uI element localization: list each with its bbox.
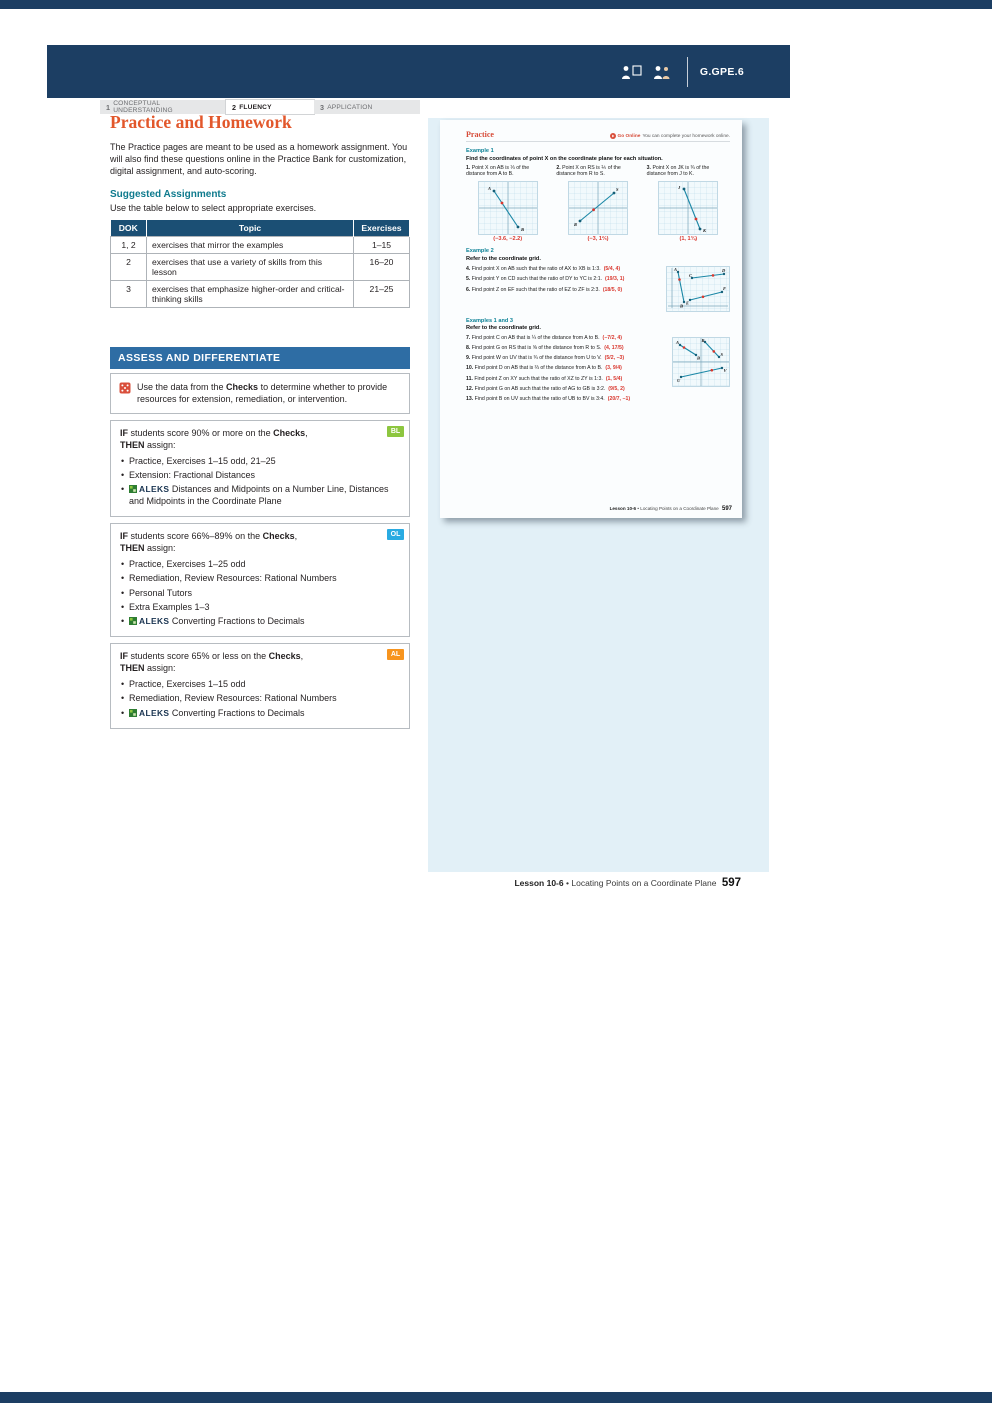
problem-number: 8. [466,344,471,351]
list-item-aleks [120,484,400,508]
student-page-header [466,130,730,139]
problem-number: 13. [466,396,474,403]
problem-text [647,165,730,179]
list-item: • Remediation, Review Resources: Rational Numbers [120,573,400,585]
answer-text: (1, 5/4) [605,375,623,382]
example-1-label: Example 1 [466,148,494,154]
answer-text: (18/5, 0) [602,286,623,293]
student-group-icon [651,64,673,80]
if-line [120,428,400,440]
checks-bold: Checks [273,427,306,438]
then-line [120,440,400,452]
answer-point [713,350,716,353]
dok-cell: 3 [111,281,147,308]
tab-application[interactable] [314,100,421,114]
aleks-brand: ALEKS [139,484,170,495]
footer-title: Locating Points on a Coordinate Plane [571,878,717,888]
note-bold: Checks [226,382,259,392]
problem-number: 10. [466,365,474,372]
problem-body: Find point G on RS that is ⅝ of the distance from R to S. [471,344,602,351]
coordinate-graph-2 [568,181,628,235]
lesson-header-band [47,45,790,98]
dice-icon [119,382,131,394]
point-label: V [723,367,727,373]
problem-6 [466,287,658,294]
problem-body: Point X on AB is ⅓ of the distance from A to B. [466,164,530,178]
point-label: E [686,300,690,306]
point-label: S [720,351,724,357]
col-header-dok: DOK [111,220,147,237]
problem-number: 2. [556,164,561,171]
example-1-direction: Find the coordinates of point X on the coordinate plane for each situation. [466,155,663,162]
problem-number: 9. [466,355,471,362]
point-label: S [615,187,619,193]
aleks-topic: Converting Fractions to Decimals [171,616,305,627]
answer-text: (−3.6, −2.2) [493,236,523,243]
header-rule [466,141,730,142]
table-row [111,281,410,308]
aleks-logo-icon [129,617,137,625]
practice-title: Practice [466,130,494,139]
exercises-cell: 21–25 [354,281,410,308]
level-badge-al: AL [387,649,404,660]
aleks-topic: Converting Fractions to Decimals [171,707,305,718]
level-badge-bl: BL [387,426,404,437]
example-2-direction: Refer to the coordinate grid. [466,255,541,262]
if-line [120,651,400,663]
if-label: IF [120,651,128,662]
answer-text: (9/5, 2) [608,385,625,392]
then-text: assign: [144,542,176,553]
answer-point [711,369,714,372]
intro-paragraph: The Practice pages are meant to be used as a homework assignment. You will also find these questions online in the Practice Bank for customization, digital assignment, and auto-scoring. [110,142,408,177]
then-label: THEN [120,663,145,674]
if-text: , [294,531,298,542]
if-text: students score 66%–89% on the [128,531,263,542]
answer-point [592,209,595,212]
go-online-note [610,133,730,139]
answer-text: (−3, 1⅔) [587,236,609,243]
table-intro-text: Use the table below to select appropriate exercises. [110,203,317,213]
aleks-topic: Distances and Midpoints on a Number Line, Distances and Midpoints in the Coordinate Plane [129,484,389,507]
problem-4 [466,266,658,273]
then-label: THEN [120,542,145,553]
table-row [111,237,410,254]
col-header-exercises: Exercises [354,220,410,237]
list-item: • Personal Tutors [120,588,400,600]
if-text: students score 65% or less on the [128,651,269,662]
aleks-logo-icon [129,485,137,493]
list-item-aleks [120,616,400,628]
tab-label: APPLICATION [327,103,373,111]
page-title: Practice and Homework [110,112,292,132]
student-page-footer [610,506,732,512]
if-text: students score 90% or more on the [128,427,274,438]
assignment-list [120,679,400,720]
page-bleed-bottom [0,1392,992,1403]
problem-number: 7. [466,334,471,341]
if-label: IF [120,427,128,438]
problem-number: 11. [466,375,473,382]
aleks-brand: ALEKS [139,616,170,627]
examples-1-and-3-problems [466,335,730,403]
answer-text: (4, 17/5) [604,344,624,351]
tier-on-level [110,523,410,637]
coordinate-graph-1 [478,181,538,235]
problem-1 [466,165,549,243]
table-header-row [111,220,410,237]
example-2-coordinate-grid [666,266,730,312]
coordinate-graph-3 [658,181,718,235]
tab-number: 2 [232,102,237,112]
problem-3 [647,165,730,243]
examples-1-and-3-label: Examples 1 and 3 [466,317,513,324]
point-label: U [677,377,681,383]
go-online-icon [610,133,616,139]
suggested-assignments-heading: Suggested Assignments [110,189,227,200]
teacher-presentation-icon [621,64,643,80]
problem-text [466,165,549,179]
problem-body: Find point Z on EF such that the ratio of EZ to ZF is 2:3. [471,286,600,293]
problem-body: Find point W on UV that is ¾ of the distance from U to V. [471,355,602,362]
problem-5 [466,276,658,283]
note-text: to determine whether to provide resources for extension, remediation, or intervention. [137,382,388,405]
if-text: , [300,651,304,662]
example-1-problems [466,165,730,243]
list-item: • Practice, Exercises 1–15 odd [120,679,400,691]
then-text: assign: [144,439,176,450]
dok-cell: 1, 2 [111,237,147,254]
point-label: D [722,267,726,273]
if-line [120,531,400,543]
tier-beyond-level [110,420,410,517]
go-online-text: You can complete your homework online. [642,133,730,139]
page-bleed-top [0,0,992,9]
point-label: B [680,303,684,309]
topic-cell: exercises that emphasize higher-order and critical-thinking skills [147,281,354,308]
aleks-brand: ALEKS [139,707,170,718]
tier-approaching-level [110,643,410,728]
problem-body: Point X on RS is ⅖ of the distance from R to S. [556,164,621,178]
standard-code: G.GPE.6 [699,65,744,78]
footer-page-number: 597 [721,506,732,512]
problem-body: Find point X on AB such that the ratio of AX to XB is 1:3. [471,266,601,273]
point-label: A [676,339,680,345]
checks-bold: Checks [262,531,295,542]
answer-point [683,346,686,349]
point-label: J [678,185,681,191]
point-label: K [703,228,707,234]
problem-body: Find point Z on XY such that the ratio of XZ to ZY is 1:3. [474,375,603,382]
footer-separator: • [566,878,569,888]
problem-13 [466,396,730,403]
examples-1-and-3-coordinate-grid [672,337,730,387]
examples-1-and-3-direction: Refer to the coordinate grid. [466,325,541,332]
tab-label: FLUENCY [239,103,272,111]
student-page-panel [428,118,769,872]
tab-number: 3 [320,102,325,112]
assess-banner: ASSESS AND DIFFERENTIATE [110,347,410,369]
answer-text: (5/2, −3) [604,355,625,362]
problem-text [556,165,639,179]
assignment-list [120,559,400,628]
then-line [120,543,400,555]
answer-text: (19/3, 1) [605,276,625,283]
topic-cell: exercises that mirror the examples [147,237,354,254]
footer-lesson: Lesson 10-6 [514,878,564,888]
answer-text: (3, 9/4) [605,365,622,372]
assignment-list [120,456,400,509]
point-label: R [701,337,705,343]
student-practice-page [440,120,742,518]
exercises-cell: 16–20 [354,254,410,281]
problem-body: Find point B on UV such that the ratio of UB to BV is 3:4. [474,396,605,403]
level-badge-ol: OL [387,529,404,540]
problem-2 [556,165,639,243]
page-footer [440,877,741,889]
example-2-label: Example 2 [466,248,494,255]
problem-number: 3. [646,164,651,171]
aleks-logo-icon [129,709,137,717]
table-row [111,254,410,281]
if-text: , [305,427,308,438]
footer-separator: • [637,506,640,511]
list-item: • Extra Examples 1–3 [120,602,400,614]
header-divider [687,57,688,87]
assess-and-differentiate-section [110,347,410,729]
then-label: THEN [120,439,145,450]
checks-note-box [110,373,410,414]
answer-point [712,274,715,277]
problem-number: 6. [466,286,471,293]
example-2-problems [466,263,730,312]
tab-label: CONCEPTUAL UNDERSTANDING [113,100,173,114]
exercises-cell: 1–15 [354,237,410,254]
problem-number: 1. [466,164,471,171]
answer-point [702,295,705,298]
problem-body: Find point C on AB that is ¼ of the distance from A to B. [471,334,600,341]
point-label: B [520,227,524,233]
then-text: assign: [144,663,176,674]
topic-cell: exercises that use a variety of skills from this lesson [147,254,354,281]
problem-number: 12. [466,385,474,392]
note-text: Use the data from the [137,382,227,392]
answer-point [500,202,503,205]
point-label: F [723,285,727,291]
problem-body: Find point D on AB that is ⅔ of the distance from A to B. [474,365,603,372]
then-line [120,663,400,675]
tab-number: 1 [106,102,111,112]
if-label: IF [120,531,128,542]
checks-bold: Checks [268,651,301,662]
list-item: • Practice, Exercises 1–25 odd [120,559,400,571]
answer-text: (5/4, 4) [603,266,621,273]
problem-body: Find point G on AB such that the ratio of AG to GB is 3:2. [474,385,606,392]
point-label: B [697,355,701,361]
problem-number: 5. [466,276,471,283]
footer-page-number: 597 [721,877,741,889]
point-label: A [487,186,491,192]
footer-lesson: Lesson 10-6 [609,506,637,511]
problem-12 [466,386,730,393]
list-item: • Practice, Exercises 1–15 odd, 21–25 [120,456,400,468]
answer-text: (1, 1¾) [679,236,698,243]
checks-note [137,381,401,406]
point-label: A [674,266,678,272]
answer-text: (−7/2, 4) [602,334,622,341]
answer-text: (20/7, −1) [607,396,631,403]
list-item: • Extension: Fractional Distances [120,470,400,482]
col-header-topic: Topic [147,220,354,237]
dok-cell: 2 [111,254,147,281]
problem-number: 4. [466,266,471,273]
footer-title: Locating Points on a Coordinate Plane [640,506,719,511]
problem-body: Point X on JK is ¾ of the distance from J to K. [646,164,710,178]
problem-body: Find point Y on CD such that the ratio of DY to YC is 2:1. [471,276,603,283]
answer-point [678,278,681,281]
suggested-assignments-table [110,220,410,308]
point-label: R [573,222,577,228]
go-online-bold: Go Online [617,133,641,139]
list-item: • Remediation, Review Resources: Rational Numbers [120,693,400,705]
list-item-aleks [120,708,400,720]
answer-point [695,218,698,221]
point-label: C [689,272,693,278]
